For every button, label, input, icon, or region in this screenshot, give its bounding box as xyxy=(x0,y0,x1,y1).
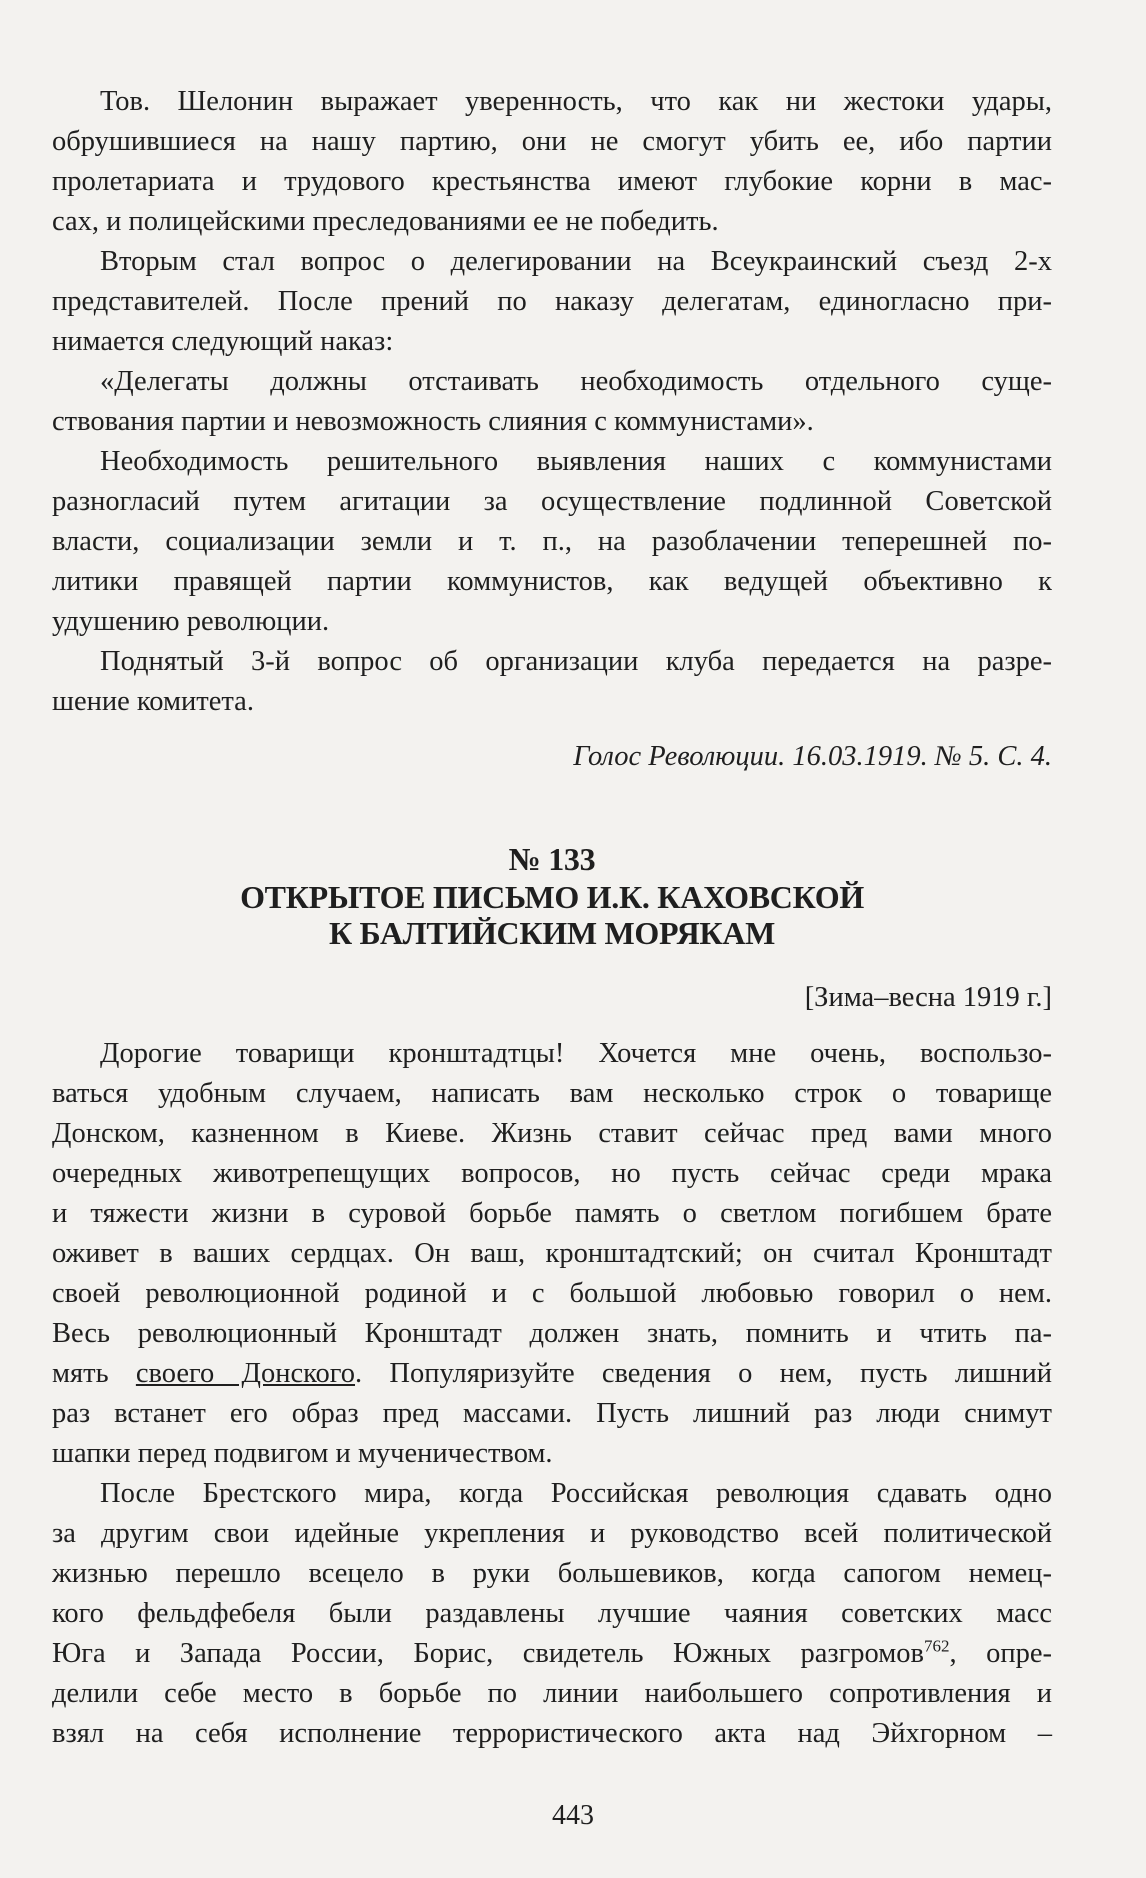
source-citation: Голос Революции. 16.03.1919. № 5. С. 4. xyxy=(573,741,1052,772)
page-number: 443 xyxy=(552,1800,594,1831)
document-date: [Зима–весна 1919 г.] xyxy=(804,982,1052,1013)
text-line: раз встанет его образ пред массами. Пусть лишний раз люди снимут xyxy=(52,1398,1052,1429)
text-line: Весь революционный Кронштадт должен знать, помнить и чтить па- xyxy=(52,1318,1052,1349)
text-line: Необходимость решительного выявления наших с коммунистами xyxy=(100,446,1052,477)
text-line: кого фельдфебеля были раздавлены лучшие чаяния советских масс xyxy=(52,1598,1052,1629)
text-line: Тов. Шелонин выражает уверенность, что как ни жестоки удары, xyxy=(100,86,1052,117)
text-line: разногласий путем агитации за осуществление подлинной Советской xyxy=(52,486,1052,517)
text-line: делили себе место в борьбе по линии наибольшего сопротивления и xyxy=(52,1678,1052,1709)
text-line: за другим свои идейные укрепления и руководство всей политической xyxy=(52,1518,1052,1549)
text-line: шение комитета. xyxy=(52,686,254,717)
text-line: ствования партии и невозможность слияния с коммунистами». xyxy=(52,406,814,437)
text-line: очередных животрепещущих вопросов, но пусть сейчас среди мрака xyxy=(52,1158,1052,1189)
text-line: оживет в ваших сердцах. Он ваш, кронштадтский; он считал Кронштадт xyxy=(52,1238,1052,1269)
text-segment: , опре- xyxy=(949,1638,1052,1669)
underlined-text: своего Донского xyxy=(135,1358,356,1389)
text-line: «Делегаты должны отстаивать необходимость отдельного суще- xyxy=(100,366,1052,397)
text-line: жизнью перешло всецело в руки большевиков, когда сапогом немец- xyxy=(52,1558,1052,1589)
text-line: сах, и полицейскими преследованиями ее не победить. xyxy=(52,206,719,237)
text-segment: Юга и Запада России, Борис, свидетель Южных разгромов xyxy=(52,1638,924,1669)
text-line xyxy=(52,1354,1052,1394)
text-line: Поднятый 3-й вопрос об организации клуба передается на разре- xyxy=(100,646,1052,677)
text-line: Вторым стал вопрос о делегировании на Всеукраинский съезд 2-х xyxy=(100,246,1052,277)
text-line xyxy=(52,1634,1052,1674)
text-line: Дорогие товарищи кронштадтцы! Хочется мне очень, воспользо- xyxy=(100,1038,1052,1069)
text-line: пролетариата и трудового крестьянства имеют глубокие корни в мас- xyxy=(52,166,1052,197)
text-line: власти, социализации земли и т. п., на разоблачении теперешней по- xyxy=(52,526,1052,557)
text-line: обрушившиеся на нашу партию, они не смогут убить ее, ибо партии xyxy=(52,126,1052,157)
text-line: После Брестского мира, когда Российская революция сдавать одно xyxy=(100,1478,1052,1509)
document-number: № 133 xyxy=(508,841,596,877)
text-line: представителей. После прений по наказу делегатам, единогласно при- xyxy=(52,286,1052,317)
text-line: Донском, казненном в Киеве. Жизнь ставит сейчас пред вами много xyxy=(52,1118,1052,1149)
text-line: литики правящей партии коммунистов, как ведущей объективно к xyxy=(52,566,1052,597)
document-title-line: К БАЛТИЙСКИМ МОРЯКАМ xyxy=(328,915,776,951)
text-line: и тяжести жизни в суровой борьбе память о светлом погибшем брате xyxy=(52,1198,1052,1229)
text-line: взял на себя исполнение террористического акта над Эйхгорном – xyxy=(52,1718,1052,1749)
text-line: ваться удобным случаем, написать вам несколько строк о товарище xyxy=(52,1078,1052,1109)
text-line: своей революционной родиной и с большой любовью говорил о нем. xyxy=(52,1278,1052,1309)
text-segment: мять xyxy=(52,1358,136,1389)
text-segment: . Популяризуйте сведения о нем, пусть лишний xyxy=(355,1358,1052,1389)
text-line: нимается следующий наказ: xyxy=(52,326,394,357)
text-line: шапки перед подвигом и мученичеством. xyxy=(52,1438,553,1469)
document-title-line: ОТКРЫТОЕ ПИСЬМО И.К. КАХОВСКОЙ xyxy=(240,879,864,915)
text-line: удушению революции. xyxy=(52,606,330,637)
footnote-reference[interactable]: 762 xyxy=(924,1636,950,1656)
